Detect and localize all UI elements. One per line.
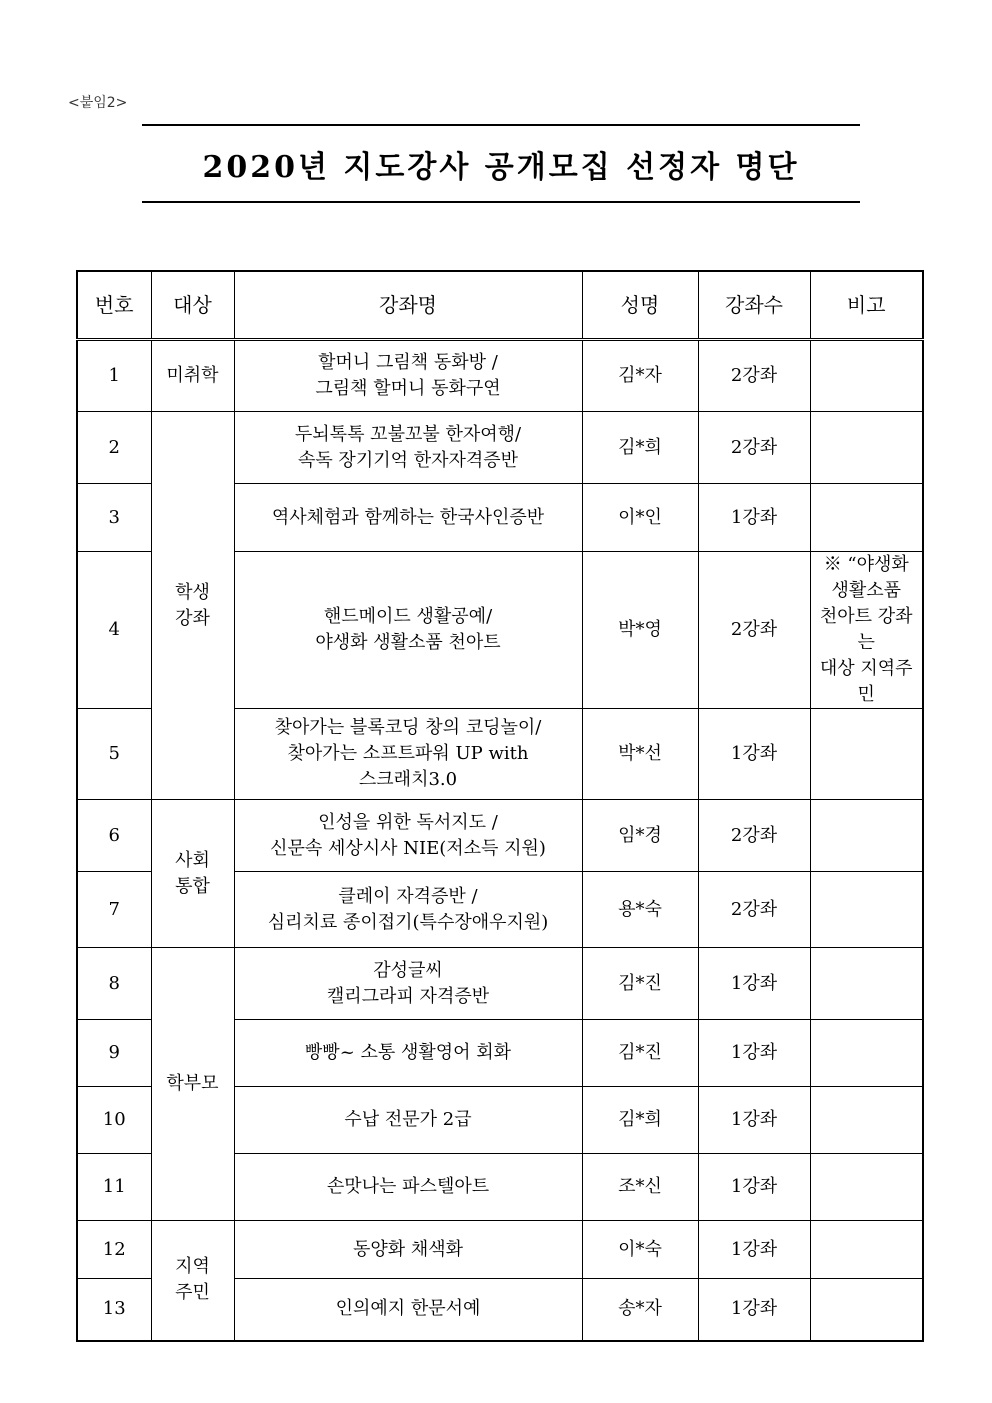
course-count: 2강좌 xyxy=(698,552,810,709)
course-count: 2강좌 xyxy=(698,800,810,872)
group-social: 사회 통합 xyxy=(151,800,234,948)
instructor-name: 임*경 xyxy=(582,800,698,872)
note-cell xyxy=(810,340,923,412)
group-residents: 지역 주민 xyxy=(151,1221,234,1341)
row-number: 6 xyxy=(77,800,151,872)
note-cell xyxy=(810,872,923,948)
note-cell xyxy=(810,1154,923,1221)
table-row xyxy=(77,1221,923,1279)
course-title: 인의예지 한문서예 xyxy=(234,1279,582,1341)
course-title: 빵빵~ 소통 생활영어 회화 xyxy=(234,1020,582,1087)
header-name: 성명 xyxy=(582,271,698,340)
row-number: 1 xyxy=(77,340,151,412)
group-preschool: 미취학 xyxy=(151,340,234,412)
row-number: 9 xyxy=(77,1020,151,1087)
header-note: 비고 xyxy=(810,271,923,340)
instructor-name: 이*숙 xyxy=(582,1221,698,1279)
course-title: 인성을 위한 독서지도 / 신문속 세상시사 NIE(저소득 지원) xyxy=(234,800,582,872)
course-count: 2강좌 xyxy=(698,340,810,412)
course-count: 1강좌 xyxy=(698,1221,810,1279)
table-row xyxy=(77,948,923,1020)
course-title: 수납 전문가 2급 xyxy=(234,1087,582,1154)
note-cell xyxy=(810,948,923,1020)
course-title: 감성글씨 캘리그라피 자격증반 xyxy=(234,948,582,1020)
course-count: 1강좌 xyxy=(698,484,810,552)
course-count: 1강좌 xyxy=(698,1154,810,1221)
row-number: 7 xyxy=(77,872,151,948)
group-student: 학생 강좌 xyxy=(151,412,234,800)
row-number: 11 xyxy=(77,1154,151,1221)
header-count: 강좌수 xyxy=(698,271,810,340)
note-cell xyxy=(810,1020,923,1087)
course-count: 1강좌 xyxy=(698,1279,810,1341)
course-title: 클레이 자격증반 / 심리치료 종이접기(특수장애우지원) xyxy=(234,872,582,948)
table-row xyxy=(77,340,923,412)
title-block xyxy=(142,124,860,203)
header-number: 번호 xyxy=(77,271,151,340)
instructor-name: 김*희 xyxy=(582,412,698,484)
note-cell xyxy=(810,1279,923,1341)
row-number: 2 xyxy=(77,412,151,484)
row-number: 4 xyxy=(77,552,151,709)
note-cell xyxy=(810,709,923,800)
course-title: 핸드메이드 생활공예/ 야생화 생활소품 천아트 xyxy=(234,552,582,709)
row-number: 12 xyxy=(77,1221,151,1279)
course-count: 2강좌 xyxy=(698,412,810,484)
course-count: 2강좌 xyxy=(698,872,810,948)
table-row xyxy=(77,800,923,872)
instructor-name: 이*인 xyxy=(582,484,698,552)
row-number: 5 xyxy=(77,709,151,800)
instructor-name: 조*신 xyxy=(582,1154,698,1221)
header-course: 강좌명 xyxy=(234,271,582,340)
instructor-name: 용*숙 xyxy=(582,872,698,948)
instructor-name: 송*자 xyxy=(582,1279,698,1341)
instructor-name: 박*영 xyxy=(582,552,698,709)
course-title: 손맛나는 파스텔아트 xyxy=(234,1154,582,1221)
instructor-name: 김*진 xyxy=(582,948,698,1020)
instructor-name: 김*자 xyxy=(582,340,698,412)
course-count: 1강좌 xyxy=(698,709,810,800)
course-count: 1강좌 xyxy=(698,1087,810,1154)
row-number: 13 xyxy=(77,1279,151,1341)
note-cell xyxy=(810,412,923,484)
instructor-name: 김*진 xyxy=(582,1020,698,1087)
course-title: 할머니 그림책 동화방 / 그림책 할머니 동화구연 xyxy=(234,340,582,412)
note-cell xyxy=(810,484,923,552)
instructor-name: 김*희 xyxy=(582,1087,698,1154)
note-cell xyxy=(810,800,923,872)
note-cell xyxy=(810,1221,923,1279)
note-cell: ※ “야생화 생활소품 천아트 강좌는 대상 지역주민 xyxy=(810,552,923,709)
selection-table xyxy=(76,270,924,1342)
attachment-label: <붙임2> xyxy=(68,95,128,111)
course-title: 두뇌톡톡 꼬불꼬불 한자여행/ 속독 장기기억 한자자격증반 xyxy=(234,412,582,484)
course-title: 동양화 채색화 xyxy=(234,1221,582,1279)
table-row xyxy=(77,412,923,484)
page-title: 2020년 지도강사 공개모집 선정자 명단 xyxy=(202,149,800,185)
course-title: 찾아가는 블록코딩 창의 코딩놀이/ 찾아가는 소프트파워 UP with 스크래치3.0 xyxy=(234,709,582,800)
course-title: 역사체험과 함께하는 한국사인증반 xyxy=(234,484,582,552)
course-count: 1강좌 xyxy=(698,948,810,1020)
group-parents: 학부모 xyxy=(151,948,234,1221)
row-number: 10 xyxy=(77,1087,151,1154)
row-number: 3 xyxy=(77,484,151,552)
row-number: 8 xyxy=(77,948,151,1020)
instructor-name: 박*선 xyxy=(582,709,698,800)
course-count: 1강좌 xyxy=(698,1020,810,1087)
note-cell xyxy=(810,1087,923,1154)
header-target: 대상 xyxy=(151,271,234,340)
table-header-row xyxy=(77,271,923,340)
